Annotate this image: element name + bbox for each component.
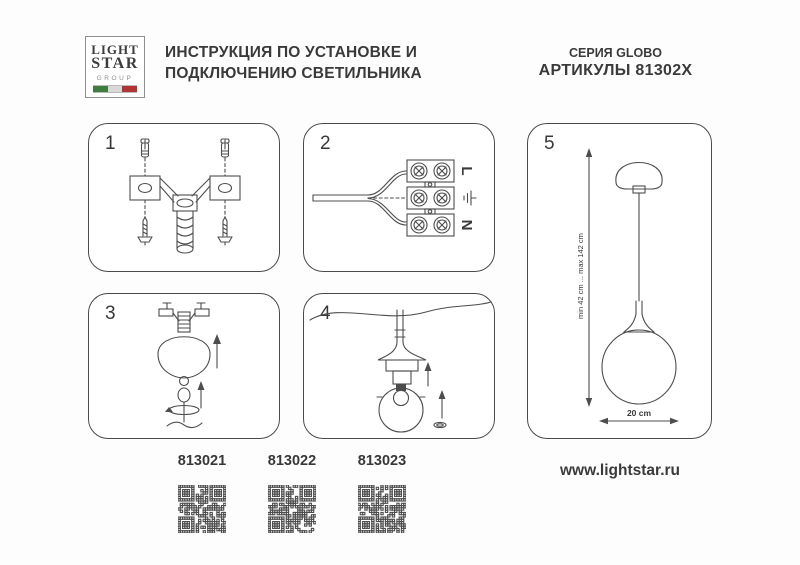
width-dimension-label: 20 cm [626,408,652,418]
line-wire-label: L [458,166,475,176]
up-arrow-icon [425,362,432,386]
screw-icon [218,217,232,245]
step-5-number: 5 [544,133,555,154]
article-code: 813022 [267,453,317,469]
page-title [165,42,495,84]
logo-word-group: GROUP [96,75,134,82]
website-url: www.lightstar.ru [560,462,680,479]
canopy-shape [616,163,662,190]
mounted-bracket-icon [159,303,209,332]
logo-word-light: LIGHT [91,42,139,57]
canopy-shape [158,337,210,378]
article-code: 813023 [357,453,407,469]
dimensions-diagram [528,124,713,440]
rotate-arrow-icon [165,406,199,415]
width-dimension [599,408,679,424]
wall-plug-icon [221,139,229,157]
italian-flag-stripe [93,85,137,93]
step-2-panel [303,123,495,272]
articles-label: АРТИКУЛЫ 81302X [538,62,693,79]
series-label: СЕРИЯ GLOBO [569,46,662,60]
qr-code [178,485,226,533]
bulb-icon [394,391,409,406]
up-arrow-icon [213,334,221,368]
step-2-number: 2 [320,133,331,154]
step-4-panel [303,293,495,439]
mounting-bracket-diagram [89,124,281,273]
qr-code [268,485,316,533]
wall-plug-icon [141,139,149,157]
title-line-1: ИНСТРУКЦИЯ ПО УСТАНОВКЕ И [165,44,418,61]
height-dimension-label: min 42 cm ... max 142 cm [576,233,585,319]
screw-icon [138,217,152,245]
up-arrow-icon [439,390,446,418]
step-1-panel [88,123,280,272]
neutral-wire-label: N [458,219,475,231]
globe-install-diagram [304,294,496,440]
height-dimension [576,148,592,407]
terminal-block-diagram [304,124,496,273]
logo-word-star: STAR [91,55,139,72]
globe-shade [379,388,423,432]
step-4-number: 4 [320,303,331,324]
step-3-number: 3 [105,303,116,324]
terminal-row [407,160,454,182]
step-1-number: 1 [105,133,116,154]
canopy-install-diagram [89,294,281,440]
title-line-2: ПОДКЛЮЧЕНИЮ СВЕТИЛЬНИКА [165,65,422,82]
step-3-panel [88,293,280,439]
article-code: 813021 [177,453,227,469]
terminal-row [407,187,454,209]
globe-shade [602,330,676,404]
lightstar-logo [85,36,145,98]
ground-symbol-icon [464,191,476,205]
terminal-row [407,214,454,236]
qr-code [358,485,406,533]
step-5-panel [527,123,712,439]
retaining-ring-icon [434,422,446,427]
up-arrow-icon [198,381,205,408]
